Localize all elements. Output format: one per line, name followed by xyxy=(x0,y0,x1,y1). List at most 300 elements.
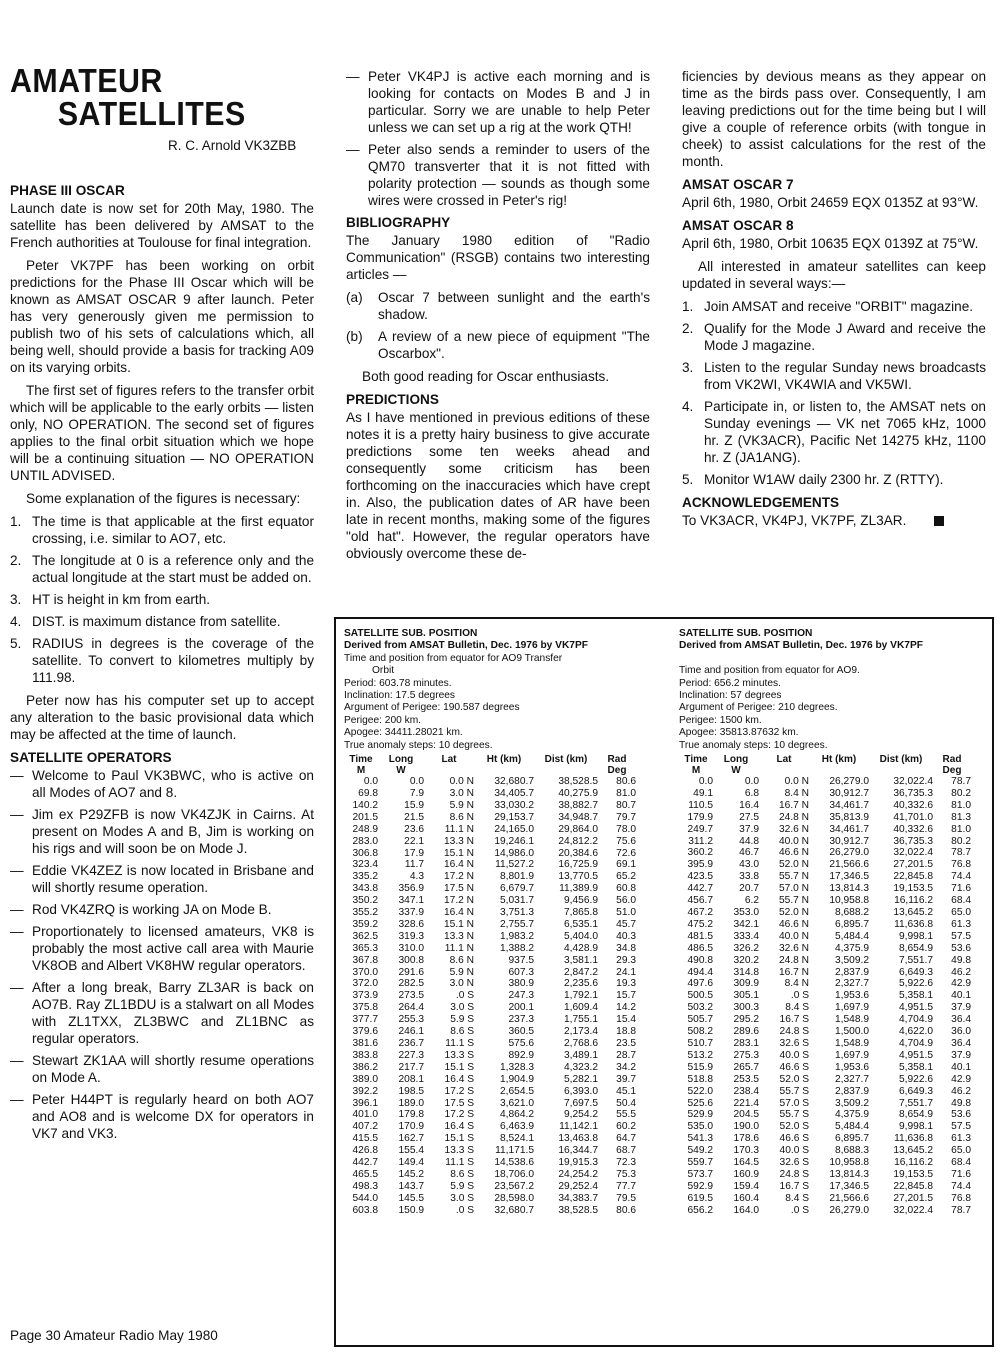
table-cell: 46.6 N xyxy=(778,918,809,930)
operators-list xyxy=(10,767,314,1142)
table-cell: 17.2 S xyxy=(444,1085,474,1097)
table-cell: 71.6 xyxy=(951,1168,971,1180)
table-cell: 337.9 xyxy=(398,907,424,919)
table-cell: 64.7 xyxy=(616,1133,636,1145)
table-row xyxy=(679,955,971,967)
table-cell: 24,812.2 xyxy=(558,835,598,847)
table-derived: Derived from AMSAT Bulletin, Dec. 1976 by VK7PF xyxy=(344,640,588,652)
table-cell: 16,116.2 xyxy=(894,895,933,907)
table-cell: 4,323.2 xyxy=(564,1061,598,1073)
table-cell: 8,654.9 xyxy=(899,1109,933,1121)
table-cell: 72.6 xyxy=(616,847,636,859)
table-row xyxy=(679,978,971,990)
table-cell: 13,645.2 xyxy=(893,907,933,919)
table-cell: 8.4 N xyxy=(784,978,809,990)
table-cell: 8.4 S xyxy=(785,1002,809,1014)
list-item: — Peter also sends a reminder to users of the QM70 transverter that it is not fitted with polarity protection — sounds as though some wires were crossed in Peter's rig! xyxy=(346,141,650,209)
table-cell: 10,958.8 xyxy=(829,1157,869,1169)
table-cell: 522.0 xyxy=(687,1085,713,1097)
table-cell: 40.0 N xyxy=(778,930,809,942)
table-info: Time and position from equator for AO9. Period: 656.2 minutes. Inclination: 57 degrees Argument of Perigee: 210 degrees. Perigee: 1500 km. Apogee: 35813.87632 km. True anomaly steps: 10 degrees. xyxy=(679,665,860,751)
table-cell: 236.7 xyxy=(398,1038,424,1049)
table-cell: 34,461.7 xyxy=(829,823,869,835)
table-row xyxy=(679,800,971,812)
list-item: — Welcome to Paul VK3BWC, who is active on all Modes of AO7 and 8. xyxy=(10,767,314,801)
table-cell: 246.1 xyxy=(398,1026,424,1038)
table-cell: 11,142.1 xyxy=(559,1121,598,1133)
table-cell: 110.5 xyxy=(688,799,713,811)
table-cell: 26,279.0 xyxy=(829,776,869,788)
table-cell: 486.5 xyxy=(687,942,713,954)
table-cell: 13.3 S xyxy=(444,1049,474,1061)
table-cell: 78.7 xyxy=(951,847,971,859)
table-cell: 373.9 xyxy=(352,990,378,1002)
table-cell: 15.4 xyxy=(616,1014,636,1026)
table-row xyxy=(344,859,636,871)
table-cell: 549.2 xyxy=(687,1145,713,1157)
table-cell: 505.7 xyxy=(687,1014,713,1026)
table-cell: 24.1 xyxy=(616,966,636,978)
table-row xyxy=(679,788,971,800)
table-cell: 11.1 S xyxy=(445,1038,474,1049)
table-cell: 179.9 xyxy=(687,811,713,823)
table-cell: 5.9 N xyxy=(449,799,474,811)
table-cell: 46.6 N xyxy=(778,847,809,859)
table-cell: 465.5 xyxy=(352,1168,378,1180)
table-cell: 497.6 xyxy=(687,978,713,990)
end-mark-icon xyxy=(934,516,944,526)
table-row xyxy=(679,1157,971,1169)
list-item: — After a long break, Barry ZL3AR is back on AO7B. Ray ZL1BDU is a stalwart on all Modes with ZL1TXX, ZL3BWC and ZL1BNC as regular operators. xyxy=(10,979,314,1047)
data-table xyxy=(679,754,971,1217)
table-cell: 2,847.2 xyxy=(564,966,598,978)
paragraph: The first set of figures refers to the transfer orbit which will be applicable to the early orbits — listen only, NO OPERATION. The second set of figures applies to the final orbit situation which we hope will be a continuing situation — NO OPERATION UNTIL ADVISED. xyxy=(10,383,314,483)
table-cell: 619.5 xyxy=(687,1192,713,1204)
table-cell: 8,688.2 xyxy=(835,907,869,919)
table-cell: 15.9 xyxy=(404,799,424,811)
table-row xyxy=(679,1121,971,1133)
table-cell: 3,751.3 xyxy=(500,907,534,919)
list-item: 4. Participate in, or listen to, the AMSAT nets on Sunday evenings — VK net 7065 kHz, 1000 hr. Z (VK3ACR), Pacific Net 14275 kHz, 1100 hr. Z (JA1ANG). xyxy=(682,399,986,465)
table-cell: 253.5 xyxy=(733,1073,759,1085)
table-row xyxy=(679,1062,971,1074)
table-row xyxy=(679,919,971,931)
table-cell: 22,845.8 xyxy=(893,1180,933,1192)
list-item: (b) A review of a new piece of equipment "The Oscarbox". xyxy=(346,329,650,361)
table-cell: 36,735.3 xyxy=(893,787,933,799)
table-header-row xyxy=(344,754,636,776)
table-cell: 1,904.9 xyxy=(500,1073,534,1085)
table-cell: 13,814.3 xyxy=(829,1168,869,1180)
table-cell: 160.9 xyxy=(733,1168,759,1180)
table-cell: 9,456.9 xyxy=(564,895,598,907)
table-cell: 78.7 xyxy=(951,1204,971,1216)
table-cell: 65.0 xyxy=(951,907,971,919)
table-cell: 17,346.5 xyxy=(829,1180,869,1192)
table-cell: 515.9 xyxy=(687,1061,713,1073)
table-cell: 34,948.7 xyxy=(558,811,598,823)
table-cell: 19,246.1 xyxy=(494,835,534,847)
paragraph: To VK3ACR, VK4PJ, VK7PF, ZL3AR. xyxy=(682,512,986,529)
table-cell: 7.9 xyxy=(409,787,424,799)
table-cell: 305.1 xyxy=(733,990,759,1002)
table-cell: 14,986.0 xyxy=(494,847,534,859)
table-cell: 40.1 xyxy=(951,1061,971,1073)
table-row xyxy=(344,1181,636,1193)
table-cell: 5,031.7 xyxy=(500,895,534,907)
table-row xyxy=(344,1074,636,1086)
paragraph: April 6th, 1980, Orbit 10635 EQX 0139Z at 75°W. xyxy=(682,236,979,251)
table-cell: 328.6 xyxy=(398,918,424,930)
table-cell: 273.5 xyxy=(398,990,424,1002)
table-cell: 46.6 S xyxy=(779,1133,809,1145)
list-item: 3. HT is height in km from earth. xyxy=(10,592,211,607)
table-cell: 275.3 xyxy=(733,1049,759,1061)
table-cell: 2,837.9 xyxy=(835,966,869,978)
ao8-heading: AMSAT OSCAR 8 xyxy=(682,218,794,233)
table-cell: 15.1 N xyxy=(443,847,474,859)
table-cell: 362.5 xyxy=(352,930,378,942)
table-cell: 11,636.8 xyxy=(894,1133,933,1145)
table-cell: 41,701.0 xyxy=(893,811,933,823)
list-item: 2. The longitude at 0 is a reference only and the actual longitude at the start must be added on. xyxy=(10,553,314,585)
table-cell: 7,697.5 xyxy=(564,1097,598,1109)
table-cell: 162.7 xyxy=(398,1133,424,1145)
table-cell: 36.4 xyxy=(951,1037,971,1049)
table-cell: 289.6 xyxy=(733,1026,759,1038)
table-cell: 13.3 N xyxy=(443,930,474,942)
column-header: Ht (km) xyxy=(486,754,522,766)
table-row xyxy=(679,931,971,943)
table-cell: 160.4 xyxy=(733,1192,759,1204)
table-cell: 15.1 N xyxy=(443,918,474,930)
table-cell: 13.3 S xyxy=(444,1145,474,1157)
table-row xyxy=(344,800,636,812)
table-cell: 494.4 xyxy=(687,966,713,978)
table-cell: 52.0 N xyxy=(778,907,809,919)
table-cell: 170.3 xyxy=(733,1145,759,1157)
table-row xyxy=(679,1145,971,1157)
table-row xyxy=(344,1109,636,1121)
table-cell: 17.5 N xyxy=(443,883,474,895)
table-cell: 529.9 xyxy=(687,1109,713,1121)
table-cell: 6,649.3 xyxy=(899,1085,933,1097)
table-cell: 16.7 N xyxy=(778,799,809,811)
page-footer: Page 30 Amateur Radio May 1980 xyxy=(10,1328,218,1343)
table-cell: 16.7 N xyxy=(778,966,809,978)
table-cell: 6,649.3 xyxy=(899,966,933,978)
table-cell: 46.7 xyxy=(739,847,759,859)
table-cell: 55.5 xyxy=(616,1109,636,1121)
table-cell: 5.9 S xyxy=(450,1180,474,1192)
table-cell: 423.5 xyxy=(687,871,713,883)
table-cell: 1,388.2 xyxy=(500,942,534,954)
table-row xyxy=(344,943,636,955)
table-cell: 81.0 xyxy=(951,823,971,835)
table-cell: 8.4 S xyxy=(785,1192,809,1204)
table-cell: 1,953.6 xyxy=(835,1061,869,1073)
table-cell: 17,346.5 xyxy=(829,871,869,883)
table-row xyxy=(679,1169,971,1181)
table-cell: 68.7 xyxy=(616,1145,636,1157)
table-cell: 573.7 xyxy=(687,1168,713,1180)
table-cell: 365.3 xyxy=(352,942,378,954)
table-cell: 80.2 xyxy=(951,787,971,799)
table-cell: 21,566.6 xyxy=(829,1192,869,1204)
table-cell: 68.4 xyxy=(951,895,971,907)
table-cell: 4.3 xyxy=(409,871,424,883)
table-cell: 179.8 xyxy=(398,1109,424,1121)
table-cell: 503.2 xyxy=(687,1002,713,1014)
table-cell: 575.6 xyxy=(508,1038,534,1049)
table-info: Time and position from equator for AO9 Transfer Orbit Period: 603.78 minutes. Inclination: 17.5 degrees Argument of Perigee: 190.587 degrees Perigee: 200 km. Apogee: 34411.28021 km. True anomaly steps: 10 degrees. xyxy=(344,652,563,751)
table-cell: 1,697.9 xyxy=(835,1049,869,1061)
table-cell: 81.3 xyxy=(951,811,971,823)
table-row xyxy=(679,824,971,836)
operators-list-cont xyxy=(346,68,650,209)
table-cell: 283.1 xyxy=(733,1037,759,1049)
table-cell: 5,282.1 xyxy=(564,1073,598,1085)
table-cell: 11,389.9 xyxy=(559,883,598,895)
table-cell: 17.9 xyxy=(404,847,424,859)
table-cell: 3,509.2 xyxy=(835,954,869,966)
table-cell: 52.0 N xyxy=(778,859,809,871)
list-item: 2. Qualify for the Mode J Award and receive the Mode J magazine. xyxy=(682,321,986,353)
table-cell: 16.4 xyxy=(739,799,759,811)
table-cell: 34,405.7 xyxy=(494,787,534,799)
table-cell: 17.2 N xyxy=(443,871,474,883)
table-cell: 43.0 xyxy=(739,859,759,871)
table-cell: 68.4 xyxy=(951,1157,971,1169)
table-cell: 510.7 xyxy=(687,1037,713,1049)
table-cell: 21.5 xyxy=(404,811,424,823)
table-cell: 46.2 xyxy=(951,966,971,978)
table-row xyxy=(344,1157,636,1169)
table-cell: 0.0 xyxy=(363,776,378,788)
table-cell: 155.4 xyxy=(398,1145,424,1157)
table-title: SATELLITE SUB. POSITION xyxy=(344,628,478,639)
table-cell: 20.7 xyxy=(739,883,759,895)
table-row xyxy=(344,1193,636,1205)
table-cell: 1,697.9 xyxy=(835,1002,869,1014)
table-row xyxy=(344,978,636,990)
table-cell: 11.1 S xyxy=(445,1157,474,1169)
table-cell: 49.8 xyxy=(951,1097,971,1109)
table-cell: 607.3 xyxy=(508,966,534,978)
table-cell: 60.2 xyxy=(616,1121,636,1133)
paragraph: ficiencies by devious means as they appear on time as the birds pass over. Consequently, I am leaving predictions out for the time being but I will give a couple of reference orbits (with tongue in cheek) to assist calculations for the rest of the month. xyxy=(682,69,986,169)
table-cell: 0.0 N xyxy=(784,776,809,788)
paragraph: The January 1980 edition of "Radio Communication" (RSGB) contains two interesting articles — xyxy=(346,233,650,282)
table-cell: 0.0 xyxy=(698,776,713,788)
table-cell: 164.5 xyxy=(733,1157,759,1169)
table-row xyxy=(344,907,636,919)
table-row xyxy=(679,943,971,955)
table-cell: 13,770.5 xyxy=(558,871,598,883)
table-row xyxy=(344,931,636,943)
table-cell: 5,358.1 xyxy=(899,1061,933,1073)
table-cell: 16.4 N xyxy=(443,907,474,919)
table-cell: 380.9 xyxy=(508,978,534,990)
table-cell: 282.5 xyxy=(398,978,424,990)
table-cell: 19.3 xyxy=(616,978,636,990)
table-cell: 247.3 xyxy=(508,990,534,1002)
table-cell: .0 S xyxy=(790,1204,809,1216)
table-cell: 306.8 xyxy=(352,847,378,859)
table-cell: 314.8 xyxy=(733,966,759,978)
table-cell: 2,755.7 xyxy=(500,918,534,930)
table-row xyxy=(679,1086,971,1098)
list-item: 4. DIST. is maximum distance from satellite. xyxy=(10,614,281,629)
table-cell: 57.5 xyxy=(951,1121,971,1133)
table-cell: 359.2 xyxy=(352,918,378,930)
table-row xyxy=(679,1193,971,1205)
table-cell: 49.1 xyxy=(693,787,713,799)
table-cell: 8,688.3 xyxy=(835,1145,869,1157)
list-item: 1. Join AMSAT and receive "ORBIT" magazine. xyxy=(682,299,974,314)
table-row xyxy=(679,1014,971,1026)
table-row xyxy=(679,847,971,859)
table-cell: 45.7 xyxy=(616,918,636,930)
table-row xyxy=(679,907,971,919)
table-cell: 30,912.7 xyxy=(829,835,869,847)
predictions-heading: PREDICTIONS xyxy=(346,392,439,407)
table-cell: 189.0 xyxy=(398,1097,424,1109)
table-cell: 17.5 S xyxy=(444,1097,474,1109)
table-cell: 16,116.2 xyxy=(894,1157,933,1169)
table-cell: 291.6 xyxy=(398,966,424,978)
table-cell: 19,915.3 xyxy=(558,1157,598,1169)
table-row xyxy=(344,919,636,931)
table-cell: 29,864.0 xyxy=(558,823,598,835)
table-cell: 29,252.4 xyxy=(558,1180,598,1192)
table-cell: 37.9 xyxy=(739,823,759,835)
table-cell: 4,622.0 xyxy=(899,1026,933,1038)
table-row xyxy=(344,1205,636,1217)
table-cell: 38,528.5 xyxy=(558,1204,598,1216)
table-cell: 375.8 xyxy=(352,1002,378,1014)
table-cell: 353.0 xyxy=(733,907,759,919)
table-cell: 0.0 N xyxy=(449,776,474,788)
table-cell: 265.7 xyxy=(733,1061,759,1073)
table-cell: 8.4 N xyxy=(784,787,809,799)
table-cell: 150.9 xyxy=(398,1204,424,1216)
table-row xyxy=(679,1133,971,1145)
table-cell: 8.6 N xyxy=(449,954,474,966)
table-cell: 78.7 xyxy=(951,776,971,788)
table-row xyxy=(344,967,636,979)
table-row xyxy=(679,1074,971,1086)
table-cell: 24.8 N xyxy=(778,811,809,823)
table-cell: 26,279.0 xyxy=(829,1204,869,1216)
table-row xyxy=(344,1062,636,1074)
table-cell: 15.1 S xyxy=(444,1061,474,1073)
table-cell: 204.5 xyxy=(733,1109,759,1121)
table-cell: 190.0 xyxy=(733,1121,759,1133)
table-cell: 4,428.9 xyxy=(564,942,598,954)
table-cell: 13,814.3 xyxy=(829,883,869,895)
table-cell: 481.5 xyxy=(687,930,713,942)
table-cell: 6,535.1 xyxy=(564,918,598,930)
table-cell: 370.0 xyxy=(352,966,378,978)
table-cell: 9,254.2 xyxy=(564,1109,598,1121)
table-cell: 5,922.6 xyxy=(899,1073,933,1085)
table-cell: 55.7 N xyxy=(778,895,809,907)
table-title: SATELLITE SUB. POSITION xyxy=(679,628,813,639)
table-cell: 16.7 S xyxy=(779,1180,809,1192)
table-cell: 36,735.3 xyxy=(893,835,933,847)
table-cell: 19,153.5 xyxy=(893,883,933,895)
table-cell: 37.9 xyxy=(951,1002,971,1014)
table-cell: 16.4 S xyxy=(444,1121,474,1133)
table-cell: 11,527.2 xyxy=(495,859,534,871)
table-cell: 16.4 S xyxy=(444,1073,474,1085)
table-cell: 23.6 xyxy=(404,823,424,835)
table-cell: 5,358.1 xyxy=(899,990,933,1002)
table-cell: 34.8 xyxy=(616,942,636,954)
table-cell: 34,383.7 xyxy=(558,1192,598,1204)
table-cell: 381.6 xyxy=(352,1038,378,1049)
table-cell: 18,706.0 xyxy=(494,1168,534,1180)
table-cell: 2,837.9 xyxy=(835,1085,869,1097)
table-cell: 300.3 xyxy=(733,1002,759,1014)
table-cell: 442.7 xyxy=(352,1157,378,1169)
table-cell: 65.2 xyxy=(616,871,636,883)
table-cell: 415.5 xyxy=(352,1133,378,1145)
list-item: 5. Monitor W1AW daily 2300 hr. Z (RTTY). xyxy=(682,472,944,487)
table-cell: 30,912.7 xyxy=(829,787,869,799)
paragraph: Peter now has his computer set up to accept any alteration to the basic provisional data which may be affected at the time of launch. xyxy=(10,693,314,742)
table-cell: 389.0 xyxy=(352,1073,378,1085)
table-cell: 356.9 xyxy=(398,883,424,895)
table-cell: 4,375.9 xyxy=(835,1109,869,1121)
table-cell: 20,384.6 xyxy=(558,847,598,859)
table-cell: 11,636.8 xyxy=(894,918,933,930)
table-derived: Derived from AMSAT Bulletin, Dec. 1976 by VK7PF xyxy=(679,640,923,652)
table-cell: 1,328.3 xyxy=(500,1061,534,1073)
table-row xyxy=(344,824,636,836)
table-cell: 17.2 S xyxy=(444,1109,474,1121)
table-cell: 6,463.9 xyxy=(500,1121,534,1133)
table-cell: 227.3 xyxy=(398,1049,424,1061)
list-item: 3. Listen to the regular Sunday news broadcasts from VK2WI, VK4WIA and VK5WI. xyxy=(682,360,986,392)
table-cell: .0 S xyxy=(790,990,809,1002)
table-cell: 33.8 xyxy=(739,871,759,883)
paragraph: Launch date is now set for 20th May, 1980. The satellite has been delivered by AMSAT to the French authorities at Toulouse for final integration. xyxy=(10,201,314,250)
table-row xyxy=(679,1050,971,1062)
table-cell: 4,704.9 xyxy=(899,1014,933,1026)
column-header: Rad Deg xyxy=(607,754,627,777)
paragraph: April 6th, 1980, Orbit 24659 EQX 0135Z at 93°W. xyxy=(682,195,979,210)
table-row xyxy=(679,990,971,1002)
table-cell: 1,609.4 xyxy=(564,1002,598,1014)
table-cell: 32.6 S xyxy=(779,1037,809,1049)
table-cell: 13,645.2 xyxy=(893,1145,933,1157)
table-cell: 490.8 xyxy=(687,954,713,966)
table-cell: 518.8 xyxy=(687,1073,713,1085)
table-cell: 17.2 N xyxy=(443,895,474,907)
table-cell: 50.4 xyxy=(616,1097,636,1109)
table-cell: 456.7 xyxy=(687,895,713,907)
table-cell: 15.7 xyxy=(616,990,636,1002)
column-header: Long W xyxy=(723,754,749,777)
table-cell: 386.2 xyxy=(352,1061,378,1073)
table-cell: 23.5 xyxy=(616,1038,636,1049)
table-cell: 24.8 N xyxy=(778,954,809,966)
table-cell: 42.9 xyxy=(951,1073,971,1085)
table-cell: 49.8 xyxy=(951,954,971,966)
table-cell: 200.1 xyxy=(508,1002,534,1014)
